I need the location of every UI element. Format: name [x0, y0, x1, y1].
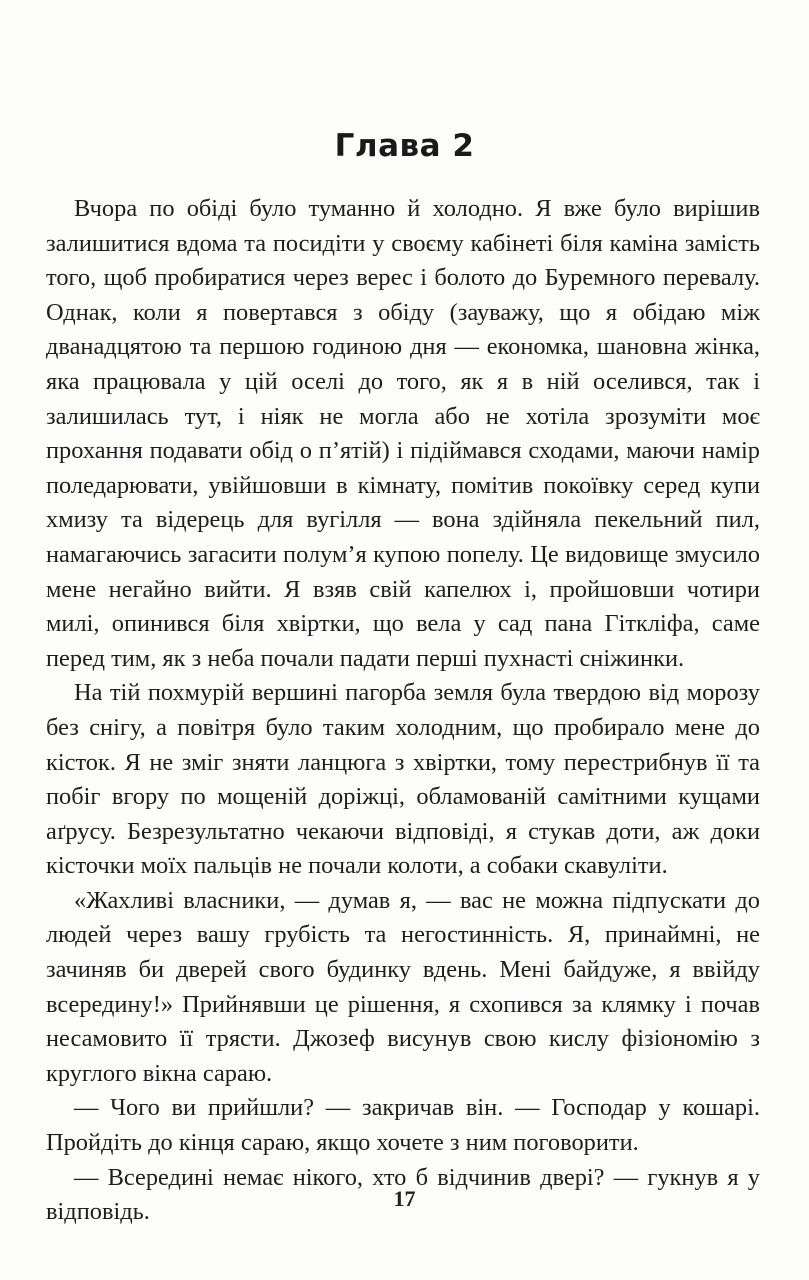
- chapter-title: Глава 2: [334, 128, 475, 164]
- paragraph-5: — Всередині немає нікого, хто б відчинив двері? — гукнув я у відповідь.: [46, 1163, 760, 1226]
- paragraph-4: — Чого ви прийшли? — закричав він. — Господар у кошарі. Пройдіть до кінця сараю, якщо хочете з ним поговорити.: [46, 1094, 760, 1157]
- page-number: 17: [393, 1186, 416, 1211]
- paragraph-1: Вчора по обіді було туманно й холодно. Я вже було вирішив залишитися вдома та посидіти у своєму кабінеті біля каміна замість того, щоб пробиратися через верес і болото до Буремного перевалу. Однак, коли я повертався з обіду (зауважу, що я обідаю між дванадцятою та першою годиною дня — економка, шановна жінка, яка працювала у цій оселі до того, як я в ній оселився, так і залишилась тут, і ніяк не могла або не хотіла зрозуміти моє прохання подавати обід о п’ятій) і підіймався сходами, маючи намір поледарювати, увійшовши в кімнату, помітив покоївку серед купи хмизу та відерець для вугілля — вона здійняла пекельний пил, намагаючись загасити полум’я купою попелу. Це видовище змусило мене негайно вийти. Я взяв свій капелюх і, пройшовши чотири милі, опинився біля хвіртки, що вела у сад пана Гіткліфа, саме перед тим, як з неба почали падати перші пухнасті сніжинки.: [46, 195, 760, 672]
- paragraph-3: «Жахливі власники, — думав я, — вас не можна підпускати до людей через вашу грубість та негостинність. Я, принаймні, не зачиняв би дверей свого будинку вдень. Мені байдуже, я ввійду всередину!» Прийнявши це рішення, я схопився за клямку і почав несамовито її трясти. Джозеф висунув свою кислу фізіономію з круглого вікна сараю.: [46, 886, 760, 1087]
- body-text: [46, 192, 760, 1230]
- paragraph-2: На тій похмурій вершині пагорба земля була твердою від морозу без снігу, а повітря було таким холодним, що пробирало мене до кісток. Я не зміг зняти ланцюга з хвіртки, тому перестрибнув її та побіг вгору по мощеній доріжці, обламованій самітними кущами аґрусу. Безрезультатно чекаючи відповіді, я стукав доти, аж доки кісточки моїх пальців не почали колоти, а собаки скавуліти.: [46, 679, 760, 880]
